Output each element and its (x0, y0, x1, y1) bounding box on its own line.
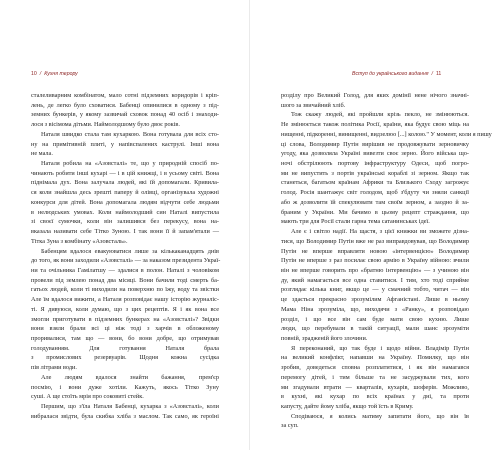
text-line: піднімала дух. Вона залучала людей, які їй допомагали. Кривила- (31, 179, 219, 187)
text-line: тися, що Володимир Путін вже не раз виправдовував, що Володимир (281, 237, 469, 245)
right-page-number: 11 (435, 71, 442, 77)
text-line: голод. Росія шантажує світ голодом, щоб з'бдуту чи зняли санкції (281, 189, 469, 197)
text-line: суші. А ще стоїть мрія про соковиті стейк. (31, 393, 144, 401)
text-line: Тітка Зуна з комбінату «Азовсталь». (31, 237, 128, 245)
text-line: на великий конфлікт, напавши на Україну. Помилку, що він (281, 354, 469, 362)
text-line: в кухні, які кухар по всіх країнах у дні, та проти (281, 393, 469, 401)
text-line: або ж дозволити їй спекулювати там своїм зерном, а заодно й за- (281, 198, 469, 206)
text-line: чинають робити інші кухарі — і в цій книжці, і в усьому світі. Вона (31, 169, 219, 177)
text-line: ці слова, Володимир Путін вирішив не продовжувати зерновичку (281, 140, 469, 148)
text-line: ду, який намагається все одна ставитися. І тим, хто тоді сприйме (281, 276, 469, 284)
text-line: ми згадували втрати — кварталів, кухарів, шоферів. Можливо, (281, 383, 469, 391)
text-line: угоду, яка дозволяла Україні вивезти своє зерно. Його війська що- (281, 150, 469, 158)
text-line: проривалися, там що — вони, бо вони добре, що отримував (31, 334, 219, 342)
header-separator: / (39, 71, 42, 77)
text-line: лося з вісімома дітьми. Наймолодшому було двоє років. (31, 121, 180, 129)
text-line: Бабенцям вдалося евакуюватися лише за кількаканадцять днів (41, 247, 219, 255)
text-line: люди, що перебували в такій ситуації, мали шанс зрозуміти (281, 325, 469, 333)
left-running-head (31, 71, 78, 77)
text-line: не мала. (31, 150, 53, 158)
text-line: Путін не вперше з раз посилає свою армію в Україну війною: вчили (281, 257, 469, 265)
text-line: Але людям вдалося знайти бажання, прем'єр (41, 373, 219, 381)
text-line: Наталя робила на «Азовсталі» те, що у природній спосіб по- (41, 160, 219, 168)
text-line: ми не випустить з портів українські кораблі зі зерном. Якщо так (281, 169, 469, 177)
text-line: в нелюдських умовах. Коли наймолодший син Наталі випустила (31, 208, 219, 216)
right-body-text (281, 91, 492, 431)
right-running-head-title: Вступ до українського видання (352, 71, 429, 77)
right-page (250, 0, 500, 450)
text-line: вибралася звідти, була скибка хліба з маслом. Так само, як героїні (31, 412, 219, 420)
text-line: перемогу дітей, і тим більше та не засуджували тих, кого (281, 373, 469, 381)
text-line: з промислових резервуарів. Щодня кожна сусідка (31, 354, 219, 362)
text-line: Наталя швидко стала там кухаркою. Вона готувала для всіх сто- (41, 130, 219, 138)
text-line: пів літрами води. (31, 364, 77, 372)
text-line: розглядає кілька книг, якщо це — у смачний тобто, читач — він (281, 286, 469, 294)
text-line: це здається прекрасно зрозумілим Афганістані. Лише в ньому (281, 296, 469, 304)
text-line: посмію, і вони дуже хотіли. Кажуть, якось Тітко Зуну (31, 383, 219, 391)
text-line: за суп. (281, 422, 299, 430)
text-line: Тож скажу людей, які пройшли крізь пекло, не змінюються. (291, 111, 469, 119)
text-line: ті. Я дивуюся, коли думаю, що з цих рецептів. Я і як вона все (31, 305, 219, 313)
text-line: браним у України. Ми бачимо в цьому рецепт страждання, що (281, 208, 469, 216)
text-line: вони взяли брали всі ці ніж тоді з харчів в обложеному (31, 325, 219, 333)
text-line: повній, зрадженій його злочини. (281, 334, 368, 342)
text-line: лень, де легко було сховатися. Бабенці опинилися в одному з під- (31, 101, 219, 109)
text-line: ну на примітивній плиті, у напівспалених каструлі. Інші вона (31, 140, 219, 148)
text-line: до того, як вони заходили «Азовсталі» — за наказом президента Украї- (31, 257, 221, 265)
text-line: провели під землею понад два місяці. Вони бачили тоді смерть ба- (31, 276, 219, 284)
text-line: ни та очільника Гамілатшу — здалися в полон. Наталі з чоловіком (31, 266, 219, 274)
text-line: Я переконаний, що так буде і щодо війни. Владімір Путін (291, 344, 469, 352)
left-body-text (31, 91, 219, 421)
text-line: змогли приготувати в підземних бункерах на «Азовсталі»? Звідки (31, 315, 219, 323)
text-line: капусту, дайте йому хліба, якщо той їсть в Криму. (281, 403, 414, 410)
text-line: шого за звичайний хліб. (281, 101, 346, 109)
right-running-head (352, 71, 441, 77)
text-line: станеться, багатьом країнам Африки та Близького Сходу загрожує (281, 179, 469, 187)
text-line: голодуванням. Для готування Наталя брала (31, 344, 219, 352)
text-line: гатьох людей, коли ті виходили на поверхню по їжу, воду та звістки (31, 286, 219, 294)
text-line: нищенні, підкоренні, винищенні, видзелюо [...] колою." У момент, коли я пишу (281, 130, 492, 138)
header-separator: / (431, 71, 433, 77)
text-line: сталеливарним комбінатом, мало сотні підземних коридорів і кріп- (31, 92, 219, 99)
text-line: Але їм вдалося вижити, а Наталя розповідає нашу історію журналіс- (31, 296, 219, 304)
text-line: мають три для Росії стали гарна тема сатанинськах ідеї. (281, 218, 430, 226)
text-line: розділу про Великий Голод, для яких домінії нене нічого значні- (281, 92, 469, 99)
text-line: Сподіваюся, я колись матиму запитати його, що він їв (291, 412, 469, 420)
text-line: земних бункерів, у якому зазвичай сховок понад 40 осіб і знаходи- (31, 111, 219, 119)
text-line: конкурси для дітей. Вона допомагала людям відчути себе людьми (31, 198, 219, 206)
text-line: ся коли знайшла десь зрешті паперу й олівці, організувала художні (31, 189, 219, 197)
text-line: вказала називати себе Тітко Зуною. І так вони її й запам'ятали — (31, 228, 219, 236)
text-line: Але є і світло надії. На щастя, з цієї книжки ви зможете дізна- (291, 228, 469, 236)
text-line: зі своєї сумочки, коли він залишився без перекусу, вона на- (31, 218, 219, 226)
left-page-number: 10 (31, 71, 37, 77)
text-line: ночі обстрілюють портову інфраструктуру Одеси, щоб погро- (281, 160, 469, 168)
text-line: Першим, що з'їла Наталя Бабенці, кухарка з «Азовсталі», коли (41, 403, 219, 410)
text-line: зробив, доведеться сповна розплатитися, і як він намагався (281, 364, 469, 372)
text-line: він не вперше говорить про «братню інтервенцію» — з учиною він (281, 266, 469, 274)
text-line: Путін не вперше вправляти новою «інтервенцією» Володимир (281, 247, 469, 255)
left-running-head-title: Кухня терору (44, 71, 78, 77)
text-line: Мама Ніна зрозуміла, що, виходячи з «Ранку», я розповідаю (281, 305, 469, 313)
text-line: розділ, і що все він сам буде мати свою кухню. Лише (281, 315, 469, 323)
text-line: Не змінюється також політика Росії, країни, яка будує свою міць на (281, 121, 469, 129)
